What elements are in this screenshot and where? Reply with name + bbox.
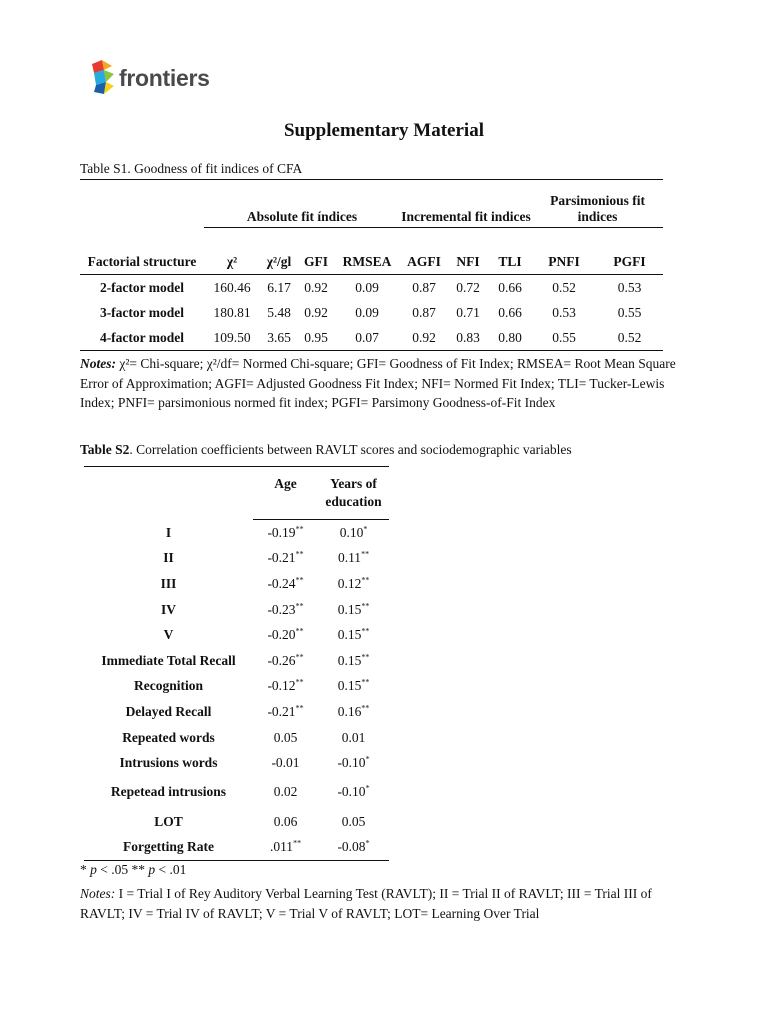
cell: 0.07 xyxy=(355,329,379,345)
significance-mark: ** xyxy=(361,677,370,687)
cell: 0.92 xyxy=(412,329,436,345)
significance-mark: * xyxy=(363,524,368,534)
table-row xyxy=(84,835,389,861)
table-row xyxy=(84,699,389,725)
page-title: Supplementary Material xyxy=(283,120,484,141)
significance-mark: ** xyxy=(293,838,302,848)
significance-mark: ** xyxy=(295,601,304,611)
row-label: 4-factor model xyxy=(99,329,185,345)
cell-education: 0.10* xyxy=(339,524,368,540)
cell-education: 0.15** xyxy=(337,677,370,694)
correlation-table xyxy=(84,466,389,861)
cell: 0.55 xyxy=(552,329,576,345)
significance-mark: ** xyxy=(295,677,304,687)
cell-age: -0.21** xyxy=(267,549,304,566)
cell-education: 0.15** xyxy=(337,626,370,643)
row-label: 2-factor model xyxy=(99,279,185,295)
col-header: χ²/gl xyxy=(260,228,298,275)
row-label: Delayed Recall xyxy=(125,703,212,719)
cell: 0.71 xyxy=(456,304,480,320)
table-row xyxy=(84,520,389,546)
table2-caption xyxy=(80,442,572,458)
notes-text: χ²= Chi-square; χ²/df= Normed Chi-square; GFI= Goodness of Fit Index; RMSEA= Root Mean Square Error of Approximation; AGFI= Adjusted Goodness Fit Index; NFI= Normed Fit Index; TLI= Tucker-Lewis Index; PNFI= parsimonious normed fit index; PGFI= Parsimony Goodness-of-Fit Index xyxy=(80,356,676,410)
significance-mark: ** xyxy=(295,524,304,534)
table-row xyxy=(84,725,389,751)
significance-mark: ** xyxy=(361,549,370,559)
row-label: II xyxy=(163,550,174,566)
row-label: III xyxy=(160,575,177,591)
cell-education: -0.10* xyxy=(337,754,370,771)
significance-mark: ** xyxy=(295,575,304,585)
row-label: 3-factor model xyxy=(99,304,185,320)
table-row xyxy=(84,597,389,623)
significance-mark: ** xyxy=(361,601,370,611)
significance-mark: ** xyxy=(361,575,370,585)
col-header-education: Years of education xyxy=(318,467,389,520)
cell-education: 0.15** xyxy=(337,601,370,617)
cell-age: 0.05 xyxy=(273,729,298,745)
significance-mark: ** xyxy=(295,703,304,713)
significance-mark: * xyxy=(365,783,370,793)
cell-age: 0.06 xyxy=(273,813,298,829)
cell: 0.55 xyxy=(617,304,642,320)
cell: 0.83 xyxy=(456,329,480,345)
row-label: Repetead intrusions xyxy=(110,784,227,800)
significance-mark: ** xyxy=(361,703,370,713)
cell: 160.46 xyxy=(213,279,251,295)
cell-age: -0.21** xyxy=(267,703,304,719)
table-row xyxy=(84,674,389,700)
row-label: I xyxy=(165,524,172,540)
table-row xyxy=(84,571,389,597)
significance-mark: ** xyxy=(295,626,304,636)
row-label: Forgetting Rate xyxy=(122,839,215,855)
cell-age: -0.12** xyxy=(267,677,304,694)
table-row xyxy=(84,546,389,572)
row-label: V xyxy=(163,627,174,643)
cell-education: 0.05 xyxy=(341,813,366,829)
cell-education: 0.12** xyxy=(337,575,370,591)
significance-mark: * xyxy=(365,838,370,848)
cell: 0.52 xyxy=(552,279,576,295)
cell-age: -0.20** xyxy=(267,626,304,643)
frontiers-cube-icon xyxy=(90,60,116,96)
cell-education: 0.15** xyxy=(337,652,370,668)
col-header: AGFI xyxy=(400,228,448,275)
cell: 0.53 xyxy=(617,279,642,295)
table-row xyxy=(84,648,389,674)
cell: 0.92 xyxy=(304,279,328,295)
cell: 0.80 xyxy=(498,329,522,345)
cell-age: 0.02 xyxy=(273,784,298,800)
notes-text: I = Trial I of Rey Auditory Verbal Learning Test (RAVLT); II = Trial II of RAVLT; III = Trial III of RAVLT; IV = Trial IV of RAVLT; V = Trial V of RAVLT; LOT= Learning Over Trial xyxy=(80,886,652,921)
cell: 0.72 xyxy=(456,279,480,295)
cell: 3.65 xyxy=(267,329,291,345)
cell-age: -0.23** xyxy=(267,601,304,617)
col-header: PNFI xyxy=(532,228,596,275)
cell: 109.50 xyxy=(213,329,251,345)
table-row xyxy=(80,275,663,301)
cell-age: .011** xyxy=(269,838,302,855)
col-header: GFI xyxy=(298,228,334,275)
cell: 0.66 xyxy=(498,304,522,320)
table2-notes xyxy=(80,884,700,924)
row-label: Intrusions words xyxy=(119,755,218,771)
cell-education: 0.01 xyxy=(341,729,366,745)
group-parsimonious: Parsimonious fit indices xyxy=(532,180,663,228)
cell-age: -0.19** xyxy=(267,524,304,540)
cell: 0.87 xyxy=(412,304,436,320)
row-label: Immediate Total Recall xyxy=(101,652,236,668)
cell-age: -0.01 xyxy=(271,755,300,771)
col-header: TLI xyxy=(488,228,532,275)
table1-notes xyxy=(80,354,700,413)
table-row xyxy=(80,325,663,351)
table2-caption-text: . Correlation coefficients between RAVLT scores and sociodemographic variables xyxy=(129,442,572,457)
table-row xyxy=(84,809,389,835)
table-row xyxy=(84,622,389,648)
group-absolute: Absolute fit índices xyxy=(204,180,400,228)
col-header-age: Age xyxy=(253,467,318,520)
cell: 0.09 xyxy=(355,304,379,320)
frontiers-wordmark: frontiers xyxy=(119,64,210,91)
cell: 0.87 xyxy=(412,279,436,295)
cell: 0.95 xyxy=(304,329,328,345)
table-row xyxy=(84,776,389,809)
cell-age: -0.26** xyxy=(267,652,304,668)
significance-mark: * xyxy=(365,754,370,764)
cell: 0.53 xyxy=(552,304,576,320)
significance-mark: ** xyxy=(361,626,370,636)
group-incremental: Incremental fit indices xyxy=(400,180,532,228)
row-label: LOT xyxy=(154,813,183,829)
cell: 0.92 xyxy=(304,304,328,320)
cell: 180.81 xyxy=(213,304,251,320)
cell-education: 0.11** xyxy=(337,549,370,566)
row-header: Factorial structure xyxy=(80,228,204,275)
cell-education: 0.16** xyxy=(337,703,370,719)
cell-education: -0.10* xyxy=(337,783,370,800)
table-row xyxy=(84,750,389,776)
cell-age: -0.24** xyxy=(267,575,304,591)
table1-caption: Table S1. Goodness of fit indices of CFA xyxy=(80,161,303,176)
significance-legend: * p < .05 ** p < .01 xyxy=(80,862,187,877)
col-header: PGFI xyxy=(596,228,663,275)
col-header: RMSEA xyxy=(334,228,400,275)
cell: 6.17 xyxy=(267,279,291,295)
significance-mark: ** xyxy=(295,652,304,662)
cell: 5.48 xyxy=(267,304,291,320)
significance-mark: ** xyxy=(361,652,370,662)
row-label: Repeated words xyxy=(122,729,215,745)
table-row xyxy=(80,300,663,325)
table2-caption-label: Table S2 xyxy=(80,442,130,457)
significance-mark: ** xyxy=(295,549,304,559)
notes-label: Notes: xyxy=(80,886,116,901)
col-header: NFI xyxy=(448,228,488,275)
cell: 0.52 xyxy=(617,329,642,345)
fit-indices-table xyxy=(80,179,663,351)
col-header: χ² xyxy=(204,228,260,275)
cell: 0.09 xyxy=(355,279,379,295)
frontiers-logo xyxy=(90,60,210,96)
notes-label: Notes: xyxy=(80,356,116,371)
row-label: Recognition xyxy=(134,678,203,694)
row-label: IV xyxy=(160,601,176,617)
cell-education: -0.08* xyxy=(337,838,370,855)
cell: 0.66 xyxy=(498,279,522,295)
